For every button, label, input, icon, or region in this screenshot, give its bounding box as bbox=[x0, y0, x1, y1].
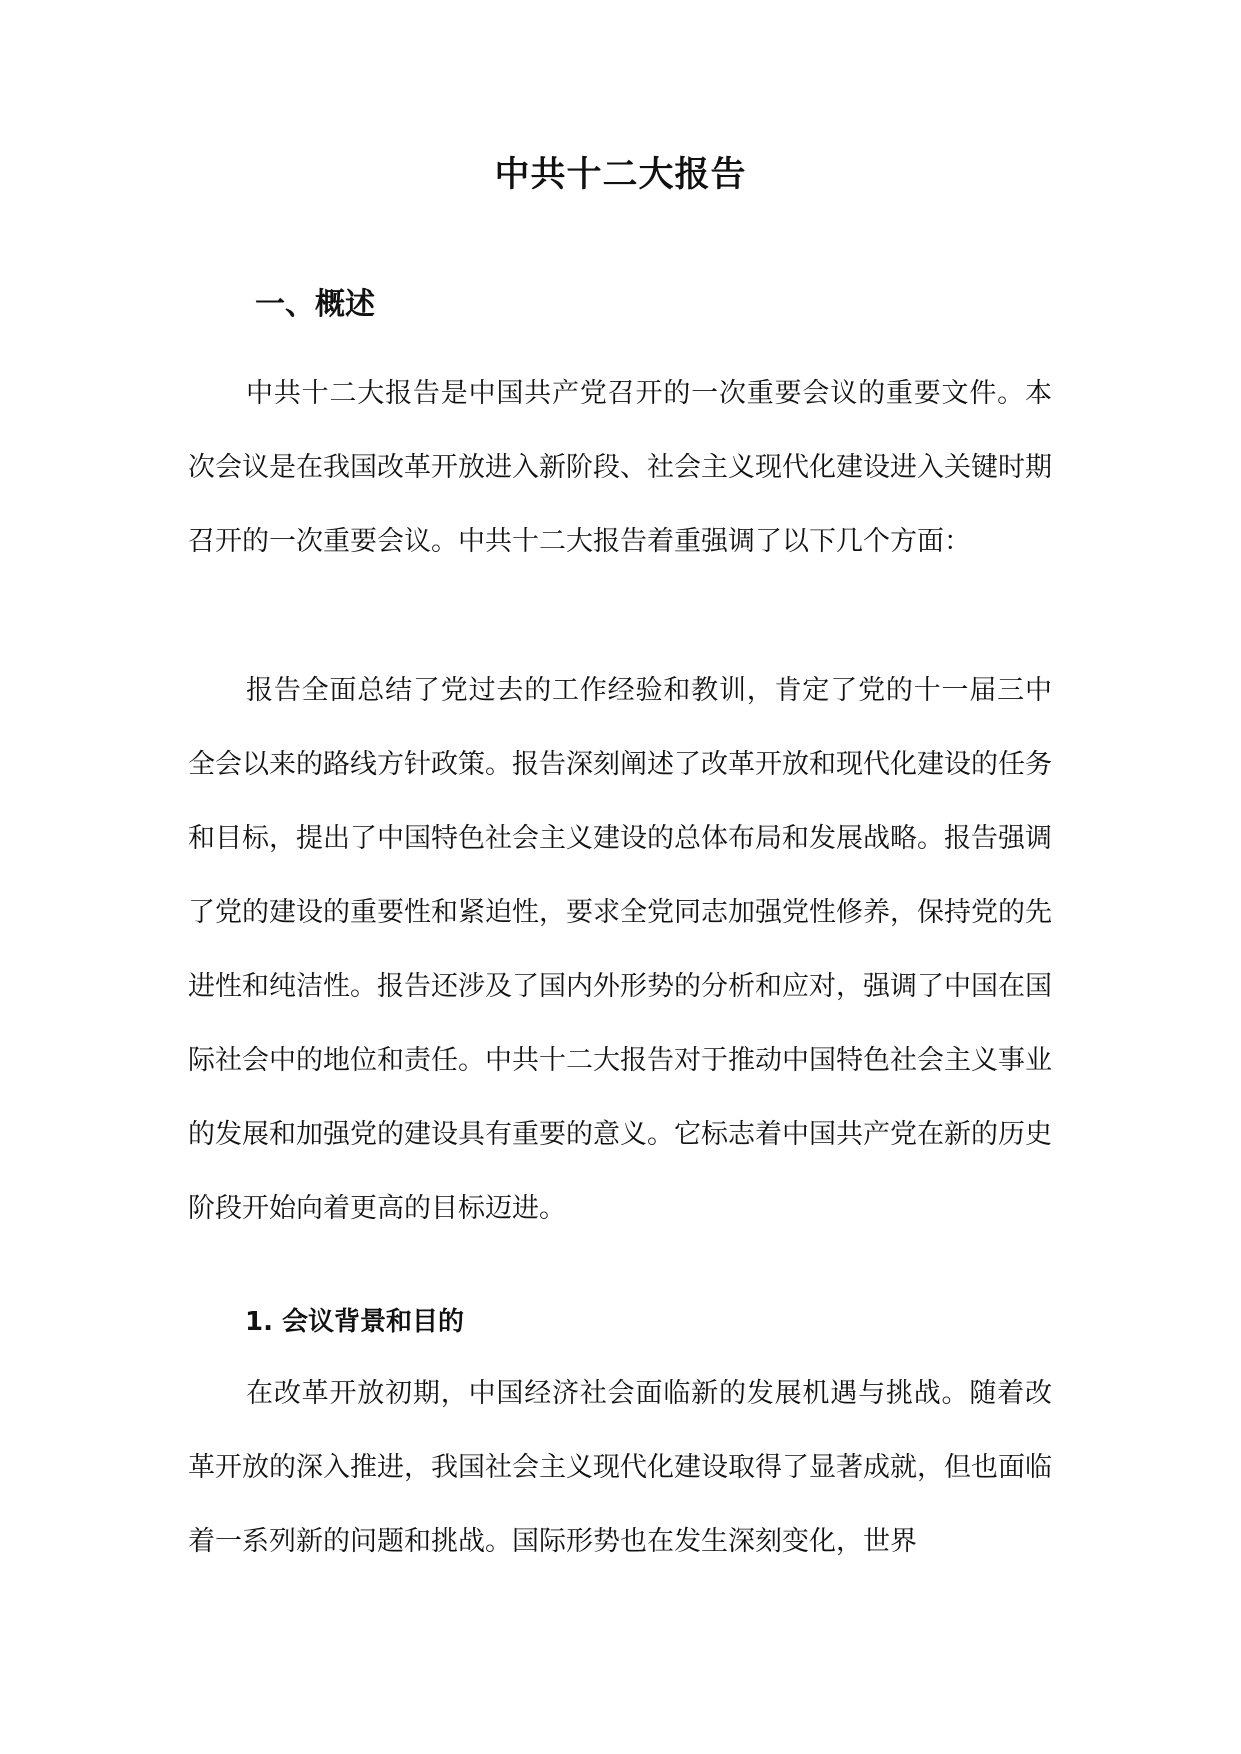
paragraph-summary: 报告全面总结了党过去的工作经验和教训，肯定了党的十一届三中全会以来的路线方针政策。报告深刻阐述了改革开放和现代化建设的任务和目标，提出了中国特色社会主义建设的总体布局和发展战略。报告强调了党的建设的重要性和紧迫性，要求全党同志加强党性修养，保持党的先进性和纯洁性。报告还涉及了国内外形势的分析和应对，强调了中国在国际社会中的地位和责任。中共十二大报告对于推动中国特色社会主义事业的发展和加强党的建设具有重要的意义。它标志着中国共产党在新的历史阶段开始向着更高的目标迈进。 bbox=[188, 675, 1052, 1224]
section-heading-overview: 一、概述 bbox=[255, 287, 375, 322]
document-title: 中共十二大报告 bbox=[494, 155, 747, 195]
paragraph-background: 在改革开放初期，中国经济社会面临新的发展机遇与挑战。随着改革开放的深入推进，我国社会主义现代化建设取得了显著成就，但也面临着一系列新的问题和挑战。国际形势也在发生深刻变化，世界 bbox=[188, 1378, 1052, 1557]
paragraph-intro: 中共十二大报告是中国共产党召开的一次重要会议的重要文件。本次会议是在我国改革开放进入新阶段、社会主义现代化建设进入关键时期召开的一次重要会议。中共十二大报告着重强调了以下几个方面： bbox=[188, 378, 1052, 557]
subsection-heading-background: 1. 会议背景和目的 bbox=[245, 1307, 465, 1337]
